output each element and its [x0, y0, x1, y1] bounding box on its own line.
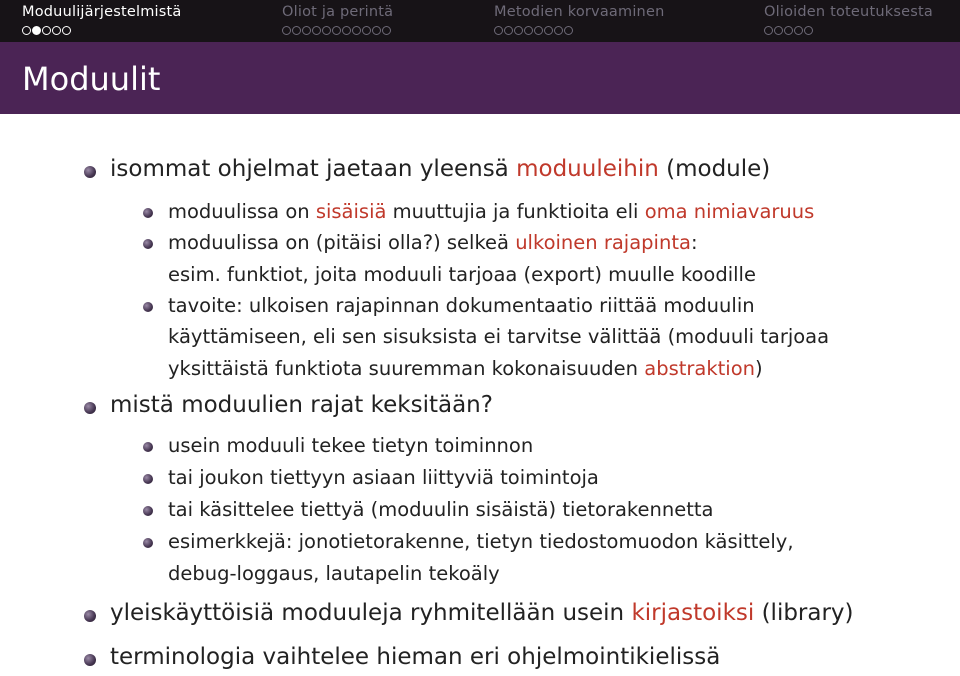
text-segment: moduulissa on — [168, 200, 316, 223]
sub-bullet-item-continuation — [168, 325, 829, 348]
frame-dot-icon[interactable] — [554, 26, 563, 35]
frame-dot-icon[interactable] — [282, 26, 291, 35]
section-navigation-bar — [0, 0, 960, 42]
sub-bullet-item — [168, 200, 814, 223]
text-segment: (library) — [754, 600, 854, 626]
nav-section-2[interactable] — [282, 4, 393, 36]
text-segment: debug-loggaus, lautapelin tekoäly — [168, 562, 500, 585]
frame-dot-icon[interactable] — [494, 26, 503, 35]
frame-dot-icon[interactable] — [362, 26, 371, 35]
frame-dot-icon[interactable] — [292, 26, 301, 35]
bullet-item — [110, 392, 493, 418]
nav-section-title[interactable]: Metodien korvaaminen — [494, 4, 665, 20]
text-segment: tai käsittelee tiettyä (moduulin sisäistä) tietorakennetta — [168, 498, 714, 521]
frame-dot-icon[interactable] — [62, 26, 71, 35]
text-segment: terminologia vaihtelee hieman eri ohjelmointikielissä — [110, 644, 721, 670]
frame-dot-icon[interactable] — [42, 26, 51, 35]
text-segment: tavoite: ulkoisen rajapinnan dokumentaatio riittää moduulin — [168, 294, 755, 317]
sub-bullet-item-continuation — [168, 263, 756, 286]
text-segment: moduulissa on (pitäisi olla?) selkeä — [168, 231, 516, 254]
frame-dot-icon[interactable] — [382, 26, 391, 35]
text-segment: ) — [755, 357, 763, 380]
nav-section-title[interactable]: Oliot ja perintä — [282, 4, 394, 20]
nav-section-3[interactable] — [494, 4, 664, 36]
frame-dot-icon[interactable] — [774, 26, 783, 35]
highlighted-term: abstraktion — [644, 357, 755, 380]
sub-bullet-item-continuation — [168, 562, 500, 585]
highlighted-term: moduuleihin — [516, 156, 659, 182]
frame-dot-icon[interactable] — [804, 26, 813, 35]
text-segment: (module) — [658, 156, 771, 182]
text-segment: esimerkkejä: jonotietorakenne, tietyn tiedostomuodon käsittely, — [168, 530, 794, 553]
text-segment: isommat ohjelmat jaetaan yleensä — [110, 156, 517, 182]
frame-dot-icon[interactable] — [302, 26, 311, 35]
frame-dot-icon[interactable] — [52, 26, 61, 35]
highlighted-term: sisäisiä — [315, 200, 387, 223]
nav-frame-dots — [494, 24, 664, 36]
nav-section-4[interactable] — [764, 4, 933, 36]
bullet-item — [110, 156, 770, 182]
text-segment: yksittäistä funktiota suuremman kokonaisuuden — [168, 357, 645, 380]
frame-dot-icon[interactable] — [534, 26, 543, 35]
frame-dot-icon[interactable] — [342, 26, 351, 35]
sub-bullet-item-continuation — [168, 357, 763, 380]
frame-dot-icon[interactable] — [312, 26, 321, 35]
text-segment: esim. funktiot, joita moduuli tarjoaa (export) muulle koodille — [168, 263, 756, 286]
sub-bullet-item — [168, 231, 698, 254]
sub-bullet-item — [168, 530, 794, 553]
nav-frame-dots — [22, 24, 182, 36]
highlighted-term: ulkoinen rajapinta — [515, 231, 691, 254]
frame-dot-icon[interactable] — [332, 26, 341, 35]
text-segment: tai joukon tiettyyn asiaan liittyviä toimintoja — [168, 466, 599, 489]
text-segment: usein moduuli tekee tietyn toiminnon — [168, 434, 534, 457]
bullet-item — [110, 600, 854, 626]
nav-section-title[interactable]: Olioiden toteutuksesta — [764, 4, 933, 20]
frame-dot-icon[interactable] — [372, 26, 381, 35]
text-segment: käyttämiseen, eli sen sisuksista ei tarvitse välittää (moduuli tarjoaa — [168, 325, 830, 348]
frame-dot-icon[interactable] — [504, 26, 513, 35]
nav-section-1[interactable] — [22, 4, 182, 36]
nav-section-title[interactable]: Moduulijärjestelmistä — [22, 4, 182, 20]
frame-dot-icon[interactable] — [544, 26, 553, 35]
bullet-icon — [84, 402, 96, 414]
page-title: Moduulit — [22, 60, 161, 98]
frame-dot-icon[interactable] — [794, 26, 803, 35]
frame-dot-icon[interactable] — [514, 26, 523, 35]
frame-dot-icon[interactable] — [32, 26, 41, 35]
text-segment: mistä moduulien rajat keksitään? — [110, 392, 493, 418]
highlighted-term: kirjastoiksi — [631, 600, 755, 626]
bullet-icon — [143, 538, 153, 548]
text-segment: muuttujia ja funktioita eli — [386, 200, 645, 223]
highlighted-term: oma nimiavaruus — [644, 200, 815, 223]
bullet-icon — [143, 442, 153, 452]
frame-dot-icon[interactable] — [764, 26, 773, 35]
bullet-item — [110, 644, 720, 670]
frame-dot-icon[interactable] — [784, 26, 793, 35]
text-segment: yleiskäyttöisiä moduuleja ryhmitellään usein — [110, 600, 632, 626]
frame-dot-icon[interactable] — [322, 26, 331, 35]
nav-frame-dots — [282, 24, 393, 36]
bullet-icon — [84, 654, 96, 666]
text-segment: : — [690, 231, 698, 254]
frame-dot-icon[interactable] — [22, 26, 31, 35]
sub-bullet-item — [168, 294, 755, 317]
bullet-icon — [143, 302, 153, 312]
sub-bullet-item — [168, 498, 713, 521]
frame-title-bar — [0, 42, 960, 114]
bullet-icon — [143, 208, 153, 218]
nav-frame-dots — [764, 24, 933, 36]
frame-dot-icon[interactable] — [524, 26, 533, 35]
bullet-icon — [84, 166, 96, 178]
sub-bullet-item — [168, 466, 599, 489]
bullet-icon — [143, 474, 153, 484]
sub-bullet-item — [168, 434, 533, 457]
frame-dot-icon[interactable] — [352, 26, 361, 35]
bullet-icon — [84, 610, 96, 622]
bullet-icon — [143, 239, 153, 249]
frame-dot-icon[interactable] — [564, 26, 573, 35]
bullet-icon — [143, 506, 153, 516]
